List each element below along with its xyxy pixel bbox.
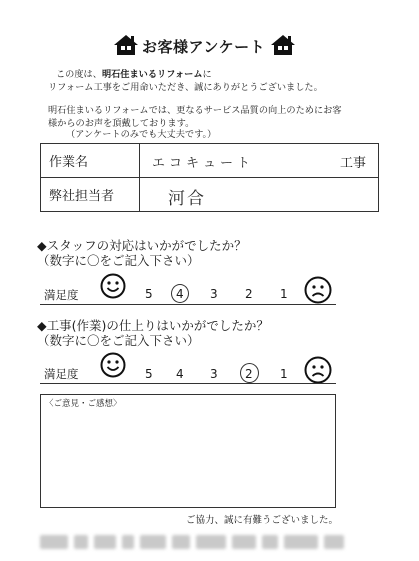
q2-score-1[interactable]: 1 (280, 367, 288, 381)
thanks-text: ご協力、誠に有難うございました。 (186, 515, 339, 526)
q1-score-1[interactable]: 1 (280, 287, 288, 301)
comments-box[interactable] (40, 394, 336, 508)
q1-score-4[interactable]: 4 (176, 287, 184, 301)
q1-instruction: （数字に〇をご記入下さい） (37, 253, 200, 268)
q1-text: ◆スタッフの対応はいかがでしたか？ (37, 238, 247, 253)
intro2-line-2: 様からのお声を頂戴しております。 (48, 118, 195, 129)
q2-score-4[interactable]: 4 (176, 367, 184, 381)
q2-selected-circle (240, 363, 259, 383)
q2-instruction: （数字に〇をご記入下さい） (37, 333, 200, 348)
staff-value: 河合 (168, 189, 206, 209)
q1-underline (40, 304, 336, 305)
comments-label: 〈ご意見・ご感想〉 (45, 399, 122, 409)
q2-underline (40, 383, 336, 384)
smile-face-icon (100, 273, 126, 303)
intro2-line-1: 明石住まいるリフォームでは、更なるサービス品質の向上のためにお客 (48, 105, 342, 116)
footer-blurred (40, 532, 355, 552)
staff-label: 弊社担当者 (41, 178, 140, 212)
intro2-line-3: （アンケートのみでも大丈夫です。） (66, 129, 217, 140)
q1-score-5[interactable]: 5 (145, 287, 153, 301)
table-row (41, 144, 379, 178)
intro-line-2: リフォーム工事をご用命いただき、誠にありがとうございました。 (48, 82, 323, 93)
table-row (41, 178, 379, 212)
smile-face-icon (100, 352, 126, 382)
intro-line-1: この度は、明石住まいるリフォームに (56, 69, 212, 80)
q2-satisfaction-label: 満足度 (44, 367, 79, 381)
q2-score-3[interactable]: 3 (210, 367, 218, 381)
house-icon (270, 34, 296, 56)
q2-score-5[interactable]: 5 (145, 367, 153, 381)
work-suffix: 工事 (339, 156, 366, 171)
q2-text: ◆工事(作業)の仕上りはいかがでしたか？ (37, 318, 269, 333)
house-icon (113, 34, 139, 56)
staff-field[interactable] (140, 178, 379, 212)
info-table (40, 143, 379, 212)
page-title: お客様アンケート (142, 38, 266, 56)
work-name-label: 作業名 (41, 144, 140, 178)
q1-score-2[interactable]: 2 (245, 287, 253, 301)
q1-satisfaction-label: 満足度 (44, 288, 79, 302)
work-name-value: エコキュート (152, 156, 255, 171)
title-bar (0, 34, 419, 60)
q1-score-3[interactable]: 3 (210, 287, 218, 301)
q1-selected-circle (171, 284, 189, 303)
q2-score-2[interactable]: 2 (245, 367, 253, 381)
work-name-field[interactable] (140, 144, 379, 178)
